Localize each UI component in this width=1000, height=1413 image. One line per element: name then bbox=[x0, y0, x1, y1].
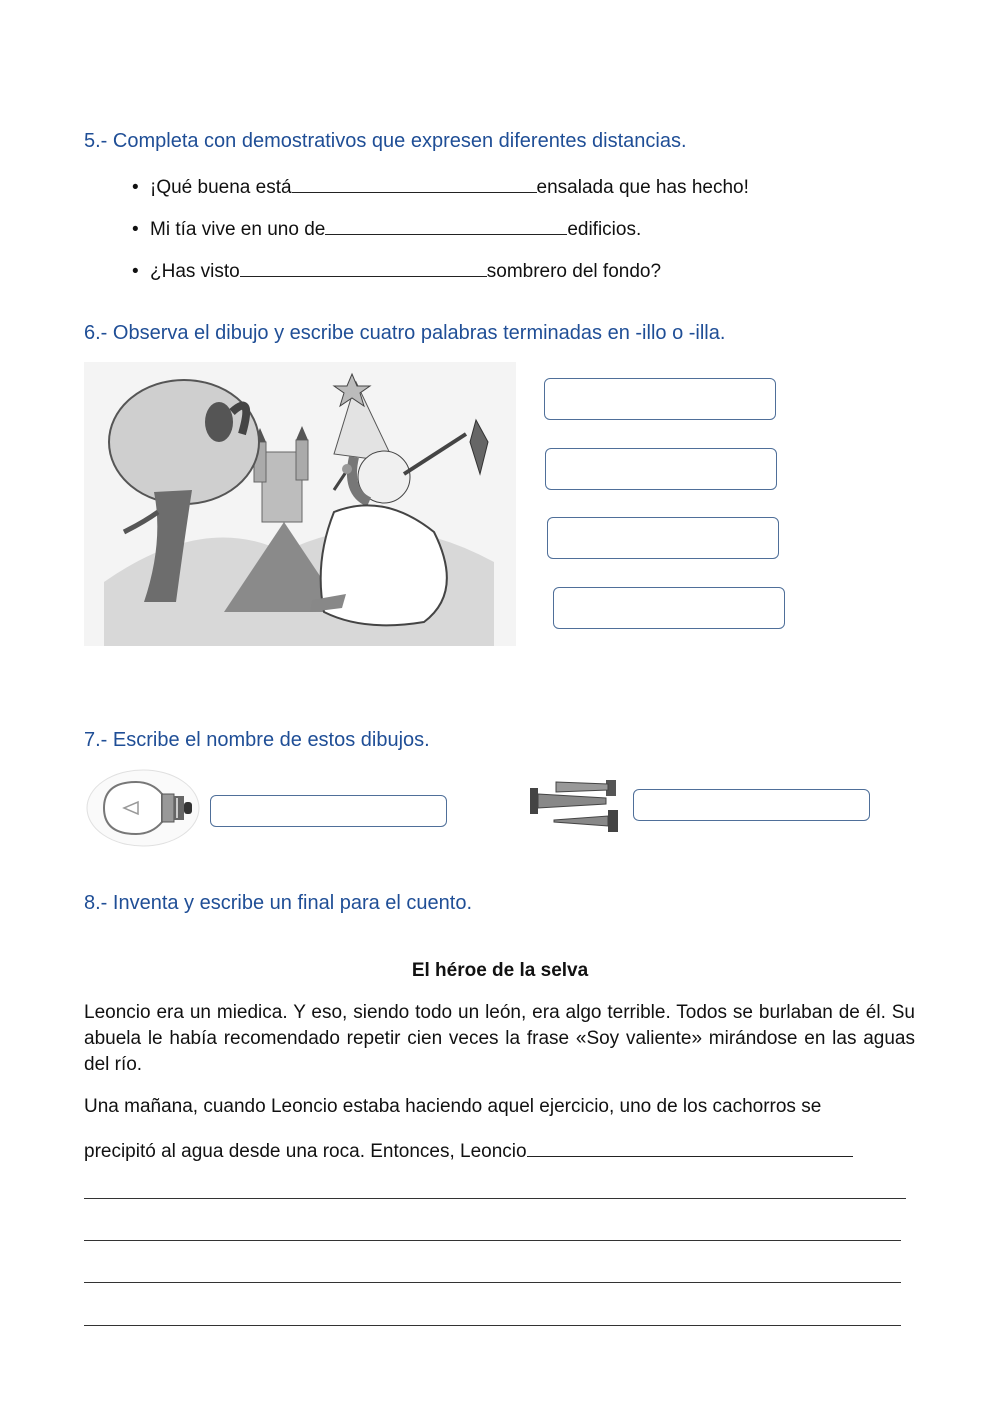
bullet-icon: • bbox=[132, 177, 139, 198]
exercise-6-heading: 6.- Observa el dibujo y escribe cuatro palabras terminadas en -illo o -illa. bbox=[84, 322, 726, 344]
item-text-after: sombrero del fondo? bbox=[486, 261, 662, 282]
item-text-after: ensalada que has hecho! bbox=[536, 177, 749, 198]
answer-box-3[interactable] bbox=[547, 517, 779, 559]
answer-box-1[interactable] bbox=[544, 378, 776, 420]
story-line-text: precipitó al agua desde una roca. Entonces, Leoncio bbox=[84, 1141, 527, 1162]
story-paragraph-2-line-1: Una mañana, cuando Leoncio estaba haciendo aquel ejercicio, uno de los cachorros se bbox=[84, 1096, 822, 1117]
answer-box-2[interactable] bbox=[545, 448, 777, 490]
item-text-before: Mi tía vive en uno de bbox=[150, 219, 326, 240]
story-paragraph-1: Leoncio era un miedica. Y eso, siendo todo un león, era algo terrible. Todos se burlaban de él. Su abuela le había recomendado repetir cien veces la frase «Soy valiente» mirándose en las aguas del río. bbox=[84, 1002, 915, 1075]
writing-line-2[interactable] bbox=[84, 1240, 901, 1241]
fill-blank-1[interactable] bbox=[292, 174, 537, 193]
exercise-7-heading: 7.- Escribe el nombre de estos dibujos. bbox=[84, 729, 430, 751]
item-text-after: edificios. bbox=[567, 219, 642, 240]
drawing-name-box-1[interactable] bbox=[210, 795, 447, 827]
writing-line-1[interactable] bbox=[84, 1198, 906, 1199]
fill-blank-2[interactable] bbox=[325, 216, 567, 235]
exercise-5-item-2 bbox=[132, 216, 641, 241]
writing-line-4[interactable] bbox=[84, 1325, 901, 1326]
light-bulb-illustration bbox=[84, 768, 202, 848]
bullet-icon: • bbox=[132, 261, 139, 282]
exercise-5-heading: 5.- Completa con demostrativos que expresen diferentes distancias. bbox=[84, 130, 687, 152]
exercise-5-item-3 bbox=[132, 258, 661, 283]
answer-box-4[interactable] bbox=[553, 587, 785, 629]
exercise-8-heading: 8.- Inventa y escribe un final para el cuento. bbox=[84, 892, 473, 914]
story-paragraph-2-line-2 bbox=[84, 1136, 915, 1165]
screws-illustration bbox=[526, 776, 626, 838]
fill-blank-3[interactable] bbox=[240, 258, 487, 277]
exercise-5-item-1 bbox=[132, 174, 749, 199]
item-text-before: ¡Qué buena está bbox=[150, 177, 292, 198]
story-title: El héroe de la selva bbox=[411, 960, 589, 981]
fairy-illustration bbox=[84, 362, 516, 646]
writing-line-3[interactable] bbox=[84, 1282, 901, 1283]
drawing-name-box-2[interactable] bbox=[633, 789, 870, 821]
story-ending-blank[interactable] bbox=[527, 1136, 853, 1157]
item-text-before: ¿Has visto bbox=[150, 261, 240, 282]
bullet-icon: • bbox=[132, 219, 139, 240]
